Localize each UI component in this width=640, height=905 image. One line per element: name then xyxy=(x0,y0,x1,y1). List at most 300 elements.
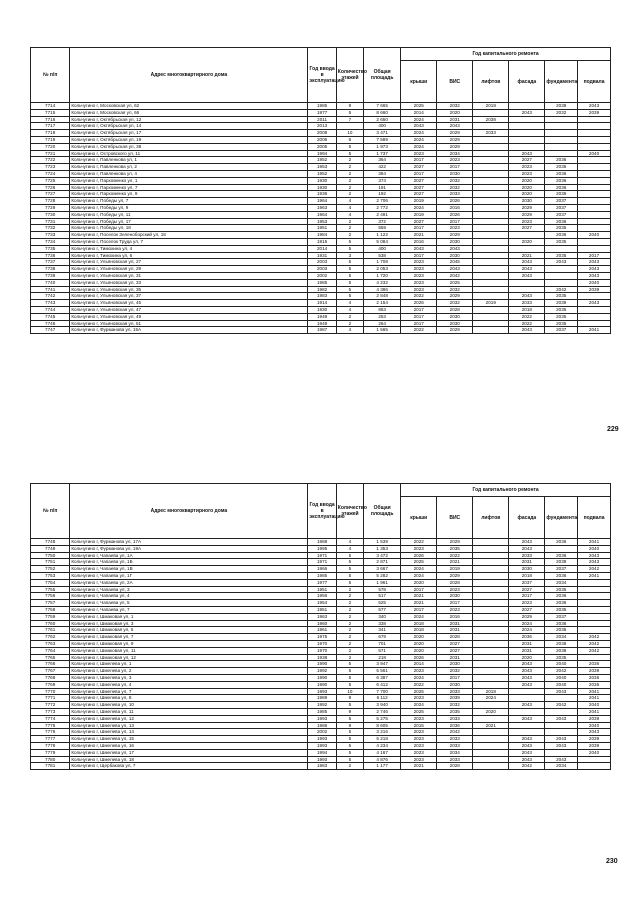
cell: 7 xyxy=(336,116,363,123)
cell: 2033 xyxy=(437,756,473,763)
cell: 2024 xyxy=(473,695,509,702)
cell: 1993 xyxy=(308,742,336,749)
cell: 2031 xyxy=(437,116,473,123)
cell: 4 234 xyxy=(364,742,401,749)
cell-address: Кольчугино г, Шмелева ул, 16 xyxy=(70,742,308,749)
cell: 4 xyxy=(336,198,363,205)
cell: 2035 xyxy=(545,306,578,313)
cell: 7742 xyxy=(31,293,70,300)
cell: 2017 xyxy=(401,306,437,313)
cell-address: Кольчугино г, Победы ул, 11 xyxy=(70,211,308,218)
repair-table-page-230 xyxy=(30,483,611,770)
cell: 2041 xyxy=(578,695,611,702)
cell: 2029 xyxy=(437,232,473,239)
cell: 2036 xyxy=(509,634,545,641)
cell: 2043 xyxy=(401,245,437,252)
cell: 1 720 xyxy=(364,272,401,279)
cell-address: Кольчугино г, Ульяновская ул, 33 xyxy=(70,279,308,286)
cell xyxy=(578,763,611,770)
cell: 2017 xyxy=(401,170,437,177)
cell: 5 xyxy=(336,674,363,681)
cell: 1995 xyxy=(308,545,336,552)
cell: 2 xyxy=(336,613,363,620)
cell: 2027 xyxy=(401,218,437,225)
cell: 2026 xyxy=(401,300,437,307)
cell: 1986 xyxy=(308,722,336,729)
cell: 2029 xyxy=(509,211,545,218)
cell: 7728 xyxy=(31,198,70,205)
table-row xyxy=(31,606,611,613)
cell: 2025 xyxy=(401,103,437,110)
cell: 2034 xyxy=(545,763,578,770)
table-row xyxy=(31,566,611,573)
cell: 2036 xyxy=(545,157,578,164)
cell: 2040 xyxy=(545,661,578,668)
cell: 1 708 xyxy=(364,259,401,266)
cell xyxy=(578,600,611,607)
cell: 2036 xyxy=(545,232,578,239)
cell: 2008 xyxy=(308,130,336,137)
cell: 5 xyxy=(336,715,363,722)
cell: 7734 xyxy=(31,238,70,245)
cell: 2034 xyxy=(545,579,578,586)
cell-address: Кольчугино г, Шмелева ул, 18 xyxy=(70,756,308,763)
cell: 2043 xyxy=(509,545,545,552)
cell: 2023 xyxy=(401,545,437,552)
cell-address: Кольчугино г, Победы ул, 18 xyxy=(70,225,308,232)
cell: 2006 xyxy=(308,136,336,143)
cell: 2043 xyxy=(437,123,473,130)
cell: 2020 xyxy=(401,579,437,586)
cell: 5 xyxy=(336,272,363,279)
cell: 1953 xyxy=(308,218,336,225)
cell: 7735 xyxy=(31,245,70,252)
cell: 2 xyxy=(336,218,363,225)
cell: 2 491 xyxy=(364,211,401,218)
cell: 2043 xyxy=(509,749,545,756)
cell: 2040 xyxy=(578,545,611,552)
cell: 191 xyxy=(364,184,401,191)
cell: 1961 xyxy=(308,627,336,634)
cell: 2045 xyxy=(437,259,473,266)
cell: 2030 xyxy=(437,661,473,668)
cell xyxy=(473,579,509,586)
cell xyxy=(473,668,509,675)
cell: 1990 xyxy=(308,674,336,681)
cell: 2040 xyxy=(578,722,611,729)
cell: 2029 xyxy=(437,130,473,137)
cell-address: Кольчугино г, Пархоменко ул, 9 xyxy=(70,191,308,198)
cell: 1988 xyxy=(308,539,336,546)
cell: 2041 xyxy=(578,688,611,695)
cell: 5 xyxy=(336,293,363,300)
cell: 2 xyxy=(336,157,363,164)
cell-address: Кольчугино г, Октябрьская ул, 38 xyxy=(70,143,308,150)
cell: 2040 xyxy=(545,674,578,681)
header-col-0: крыши xyxy=(401,497,437,539)
cell: 2023 xyxy=(401,715,437,722)
cell: 7732 xyxy=(31,225,70,232)
cell: 2042 xyxy=(437,729,473,736)
cell: 2017 xyxy=(437,164,473,171)
cell: 8 660 xyxy=(364,109,401,116)
cell: 1992 xyxy=(308,702,336,709)
cell: 2035 xyxy=(545,313,578,320)
cell: 2018 xyxy=(473,688,509,695)
cell: 2030 xyxy=(509,198,545,205)
header-address: Адрес многоквартирного дома xyxy=(70,484,308,539)
cell xyxy=(473,681,509,688)
cell: 7779 xyxy=(31,749,70,756)
cell: 264 xyxy=(364,320,401,327)
cell: 2 xyxy=(336,191,363,198)
cell: 2 xyxy=(336,177,363,184)
cell: 2 154 xyxy=(364,300,401,307)
cell: 2024 xyxy=(401,136,437,143)
cell: 1990 xyxy=(308,681,336,688)
table-row xyxy=(31,668,611,675)
cell: 2018 xyxy=(401,627,437,634)
cell: 3 947 xyxy=(364,661,401,668)
cell: 2020 xyxy=(437,109,473,116)
cell: 400 xyxy=(364,123,401,130)
table-row xyxy=(31,661,611,668)
cell: 7780 xyxy=(31,756,70,763)
cell xyxy=(545,729,578,736)
cell: 2023 xyxy=(401,279,437,286)
cell: 4 xyxy=(336,545,363,552)
cell xyxy=(473,566,509,573)
cell: 2019 xyxy=(401,198,437,205)
cell: 4 xyxy=(336,211,363,218)
cell: 2 772 xyxy=(364,204,401,211)
cell xyxy=(473,545,509,552)
cell: 2039 xyxy=(545,300,578,307)
cell: 2032 xyxy=(545,109,578,116)
cell: 2036 xyxy=(545,627,578,634)
cell: 7739 xyxy=(31,272,70,279)
cell: 2023 xyxy=(401,736,437,743)
cell-address: Кольчугино г, Шмаковая ул, 5 xyxy=(70,627,308,634)
cell: 5 xyxy=(336,143,363,150)
cell: 2043 xyxy=(545,715,578,722)
cell: 2022 xyxy=(437,552,473,559)
cell: 2021 xyxy=(509,252,545,259)
cell: 2033 xyxy=(437,191,473,198)
table-row xyxy=(31,634,611,641)
cell: 7778 xyxy=(31,742,70,749)
cell: 2003 xyxy=(308,266,336,273)
cell: 4 xyxy=(336,327,363,334)
cell: 6 412 xyxy=(364,681,401,688)
cell: 1975 xyxy=(308,634,336,641)
cell: 1993 xyxy=(308,715,336,722)
cell: 1964 xyxy=(308,198,336,205)
cell: 2018 xyxy=(401,620,437,627)
cell: 5 xyxy=(336,552,363,559)
table-row xyxy=(31,620,611,627)
cell: 2035 xyxy=(545,225,578,232)
cell-address: Кольчугино г, Шмелева ул, 4 xyxy=(70,681,308,688)
cell: 1 122 xyxy=(364,232,401,239)
cell: 2041 xyxy=(578,708,611,715)
cell xyxy=(473,613,509,620)
cell: 2040 xyxy=(578,150,611,157)
cell xyxy=(509,708,545,715)
table-row xyxy=(31,681,611,688)
cell: 1 565 xyxy=(364,327,401,334)
cell: 2023 xyxy=(509,600,545,607)
cell-address: Кольчугино г, Чапаева ул, 2А xyxy=(70,579,308,586)
cell-address: Кольчугино г, Ульяновская ул, 45 xyxy=(70,300,308,307)
cell: 2023 xyxy=(401,729,437,736)
cell xyxy=(473,552,509,559)
cell: 2043 xyxy=(545,688,578,695)
cell: 2017 xyxy=(578,252,611,259)
cell: 1971 xyxy=(308,552,336,559)
cell: 1993 xyxy=(308,688,336,695)
header-repair-year-group: Год капитального ремонта xyxy=(401,48,611,61)
cell: 2 xyxy=(336,600,363,607)
cell xyxy=(473,647,509,654)
cell: 5 xyxy=(336,749,363,756)
cell: 6 387 xyxy=(364,674,401,681)
cell: 4 xyxy=(336,300,363,307)
cell: 2042 xyxy=(578,566,611,573)
cell: 2017 xyxy=(437,674,473,681)
table-row xyxy=(31,715,611,722)
cell-address: Кольчугино г, Победы ул, 7 xyxy=(70,198,308,205)
cell: 2023 xyxy=(401,150,437,157)
cell: 2037 xyxy=(545,211,578,218)
cell xyxy=(473,654,509,661)
cell: 2032 xyxy=(437,668,473,675)
cell: 1985 xyxy=(308,279,336,286)
cell: 2017 xyxy=(401,586,437,593)
cell: 374 xyxy=(364,177,401,184)
cell: 2020 xyxy=(509,238,545,245)
cell xyxy=(473,620,509,627)
cell-address: Кольчугино г, Шмаковая ул, 7 xyxy=(70,634,308,641)
cell: 7740 xyxy=(31,279,70,286)
header-floors: Количество этажей xyxy=(336,484,363,539)
cell: 5 xyxy=(336,566,363,573)
cell xyxy=(473,593,509,600)
cell: 5 xyxy=(336,756,363,763)
cell: 7750 xyxy=(31,552,70,559)
cell: 2020 xyxy=(509,191,545,198)
cell: 2024 xyxy=(509,627,545,634)
cell-address: Кольчугино г, Поселок Зеленоборский ул, 18 xyxy=(70,232,308,239)
cell: 2 746 xyxy=(364,708,401,715)
cell: 2043 xyxy=(578,103,611,110)
cell: 7747 xyxy=(31,327,70,334)
cell: 2030 xyxy=(437,170,473,177)
cell: 2020 xyxy=(509,177,545,184)
cell-address: Кольчугино г, Ульяновская ул, 51 xyxy=(70,320,308,327)
cell: 2033 xyxy=(473,130,509,137)
cell: 7765 xyxy=(31,654,70,661)
cell: 5 xyxy=(336,742,363,749)
cell: 2014 xyxy=(401,109,437,116)
cell: 2036 xyxy=(545,164,578,171)
cell: 7746 xyxy=(31,320,70,327)
cell xyxy=(578,613,611,620)
cell-address: Кольчугино г, Тимохина ул, 4 xyxy=(70,245,308,252)
cell: 2 xyxy=(336,225,363,232)
cell xyxy=(578,606,611,613)
cell: 1930 xyxy=(308,306,336,313)
cell-address: Кольчугино г, Щербакова ул, 7 xyxy=(70,763,308,770)
cell: 5 xyxy=(336,668,363,675)
cell: 7775 xyxy=(31,722,70,729)
cell: 7761 xyxy=(31,627,70,634)
cell: 7774 xyxy=(31,715,70,722)
header-year: Год ввода в эксплуатацию xyxy=(308,48,336,103)
cell: 2036 xyxy=(545,593,578,600)
table-row xyxy=(31,593,611,600)
cell-address: Кольчугино г, Шмелева ул, 12 xyxy=(70,715,308,722)
cell: 7748 xyxy=(31,539,70,546)
cell: 2035 xyxy=(545,252,578,259)
cell: 1964 xyxy=(308,211,336,218)
cell: 2020 xyxy=(509,654,545,661)
cell: 5 xyxy=(336,572,363,579)
cell-address: Кольчугино г, Шмаковая ул, 1 xyxy=(70,613,308,620)
cell xyxy=(473,627,509,634)
cell: 7769 xyxy=(31,681,70,688)
cell: 4 386 xyxy=(364,286,401,293)
cell-address: Кольчугино г, Чапаева ул, 1В xyxy=(70,566,308,573)
cell: 2039 xyxy=(437,695,473,702)
cell: 2032 xyxy=(437,177,473,184)
cell: 2043 xyxy=(401,123,437,130)
cell: 2043 xyxy=(509,702,545,709)
cell-address: Кольчугино г, Победы ул, 9 xyxy=(70,204,308,211)
cell: 5 xyxy=(336,259,363,266)
cell: 7724 xyxy=(31,170,70,177)
cell: 2017 xyxy=(401,157,437,164)
cell: 5 561 xyxy=(364,668,401,675)
cell: 2036 xyxy=(545,218,578,225)
cell: 2038 xyxy=(545,559,578,566)
cell: 1949 xyxy=(308,313,336,320)
cell: 2043 xyxy=(509,327,545,334)
cell: 4 xyxy=(336,539,363,546)
cell: 2042 xyxy=(509,763,545,770)
cell: 2035 xyxy=(545,238,578,245)
cell xyxy=(509,688,545,695)
cell xyxy=(473,661,509,668)
cell: 2017 xyxy=(401,606,437,613)
cell: 2039 xyxy=(578,109,611,116)
cell: 2029 xyxy=(437,143,473,150)
cell: 2037 xyxy=(545,613,578,620)
cell: 1985 xyxy=(308,572,336,579)
cell: 2035 xyxy=(437,708,473,715)
cell: 9 xyxy=(336,103,363,110)
cell: 338 xyxy=(364,620,401,627)
cell: 2024 xyxy=(401,143,437,150)
cell-address: Кольчугино г, Шмелева ул, 15 xyxy=(70,736,308,743)
cell: 2023 xyxy=(401,749,437,756)
cell: 7745 xyxy=(31,313,70,320)
cell: 2043 xyxy=(437,266,473,273)
cell: 7764 xyxy=(31,647,70,654)
cell: 2017 xyxy=(437,600,473,607)
cell-address: Кольчугино г, Пархоменко ул, 1 xyxy=(70,177,308,184)
cell: 2020 xyxy=(509,184,545,191)
cell: 2036 xyxy=(578,674,611,681)
cell: 2043 xyxy=(578,266,611,273)
cell: 1987 xyxy=(308,327,336,334)
table-row xyxy=(31,708,611,715)
cell: 2035 xyxy=(545,320,578,327)
cell: 2028 xyxy=(437,634,473,641)
cell xyxy=(545,722,578,729)
cell: 2023 xyxy=(437,157,473,164)
cell: 2015 xyxy=(401,722,437,729)
cell: 2041 xyxy=(578,572,611,579)
cell xyxy=(509,722,545,729)
cell: 1 973 xyxy=(364,143,401,150)
cell: 2016 xyxy=(437,204,473,211)
cell: 1992 xyxy=(308,668,336,675)
cell xyxy=(473,559,509,566)
cell: 2022 xyxy=(509,313,545,320)
cell: 1983 xyxy=(308,293,336,300)
cell: 2023 xyxy=(437,225,473,232)
cell: 2036 xyxy=(545,539,578,546)
cell: 7723 xyxy=(31,164,70,171)
cell: 7776 xyxy=(31,729,70,736)
cell: 2023 xyxy=(401,668,437,675)
cell: 3 471 xyxy=(364,130,401,137)
cell: 7771 xyxy=(31,695,70,702)
cell: 2026 xyxy=(401,654,437,661)
cell xyxy=(473,600,509,607)
cell: 1952 xyxy=(308,157,336,164)
cell: 2003 xyxy=(308,259,336,266)
cell-address: Кольчугино г, Шмелева ул, 13 xyxy=(70,722,308,729)
cell-address: Кольчугино г, Павленкова ул, 2 xyxy=(70,164,308,171)
cell: 1982 xyxy=(308,286,336,293)
cell: 2033 xyxy=(509,300,545,307)
cell: 2013 xyxy=(308,123,336,130)
cell-address: Кольчугино г, Ульяновская ул, 49 xyxy=(70,313,308,320)
header-col-3: фасада xyxy=(509,497,545,539)
cell: 2024 xyxy=(401,674,437,681)
cell: 2 053 xyxy=(364,266,401,273)
cell: 2033 xyxy=(437,736,473,743)
header-col-3: фасада xyxy=(509,61,545,103)
table-row xyxy=(31,688,611,695)
cell: 2 xyxy=(336,640,363,647)
cell: 7752 xyxy=(31,566,70,573)
page-number: 229 xyxy=(607,426,619,433)
cell: 2023 xyxy=(509,164,545,171)
cell: 9 xyxy=(336,722,363,729)
cell: 9 xyxy=(336,695,363,702)
cell: 2043 xyxy=(545,259,578,266)
cell: 2043 xyxy=(509,715,545,722)
cell: 2035 xyxy=(545,293,578,300)
cell: 384 xyxy=(364,170,401,177)
cell: 2040 xyxy=(578,749,611,756)
cell: 2025 xyxy=(401,559,437,566)
cell: 1 961 xyxy=(364,579,401,586)
cell: 2037 xyxy=(509,579,545,586)
